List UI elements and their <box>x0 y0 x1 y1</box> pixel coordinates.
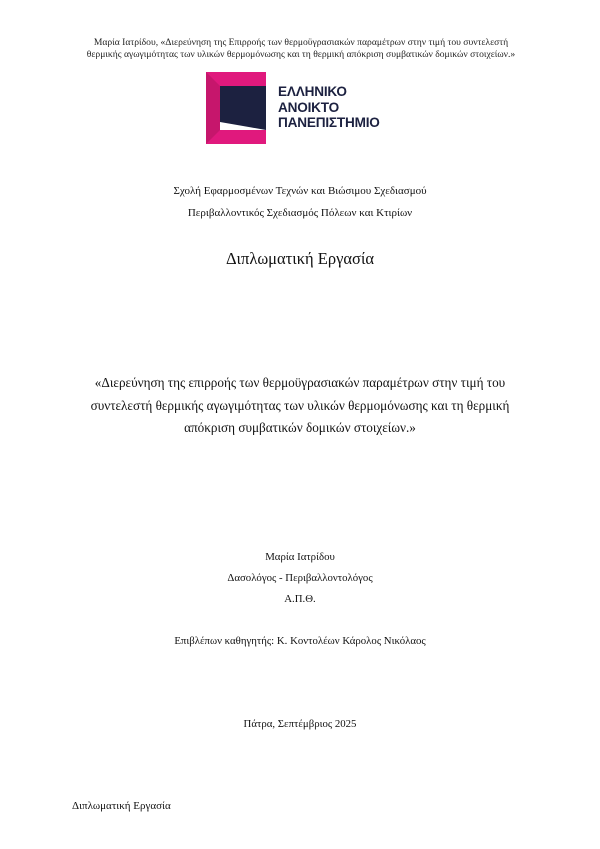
author-name: Μαρία Ιατρίδου <box>265 551 335 563</box>
thesis-title-line-1: «Διερεύνηση της επιρροής των θερμοϋγρασιακών παραμέτρων στην τιμή του <box>94 375 506 390</box>
logo-line-3: ΠΑΝΕΠΙΣΤΗΜΙΟ <box>278 115 380 130</box>
program-name: Περιβαλλοντικός Σχεδιασμός Πόλεων και Κτιρίων <box>187 207 413 219</box>
logo-line-1: ΕΛΛΗΝΙΚΟ <box>278 84 347 99</box>
university-logo <box>206 72 396 144</box>
thesis-title <box>70 372 530 440</box>
logo-emblem-icon <box>206 72 276 144</box>
place-date: Πάτρα, Σεπτέμβριος 2025 <box>243 718 357 730</box>
logo-wordmark <box>278 84 380 131</box>
author-university: Α.Π.Θ. <box>284 593 316 605</box>
logo-line-2: ΑΝΟΙΚΤΟ <box>278 99 340 115</box>
supervisor-line: Επιβλέπων καθηγητής: Κ. Κοντολέων Κάρολος Νικόλαος <box>174 635 426 647</box>
header-line-2: θερμικής αγωγιμότητας των υλικών θερμομόνωσης και τη θερμική απόκριση συμβατικών δομικών στοιχείων.» <box>86 49 516 60</box>
thesis-title-line-2: συντελεστή θερμικής αγωγιμότητας των υλικών θερμομόνωσης και τη θερμική <box>90 397 510 413</box>
school-name: Σχολή Εφαρμοσμένων Τεχνών και Βιώσιμου Σχεδιασμού <box>173 185 427 197</box>
thesis-title-line-3: απόκριση συμβατικών δομικών στοιχείων.» <box>184 420 416 436</box>
thesis-type-heading: Διπλωματική Εργασία <box>225 249 375 268</box>
author-profession: Δασολόγος - Περιβαλλοντολόγος <box>227 572 373 584</box>
running-footer: Διπλωματική Εργασία <box>72 800 171 812</box>
header-line-1: Μαρία Ιατρίδου, «Διερεύνηση της Επιρροής των θερμοϋγρασιακών παραμέτρων στην τιμή του συντελεστή <box>93 37 509 48</box>
running-header <box>66 37 536 61</box>
